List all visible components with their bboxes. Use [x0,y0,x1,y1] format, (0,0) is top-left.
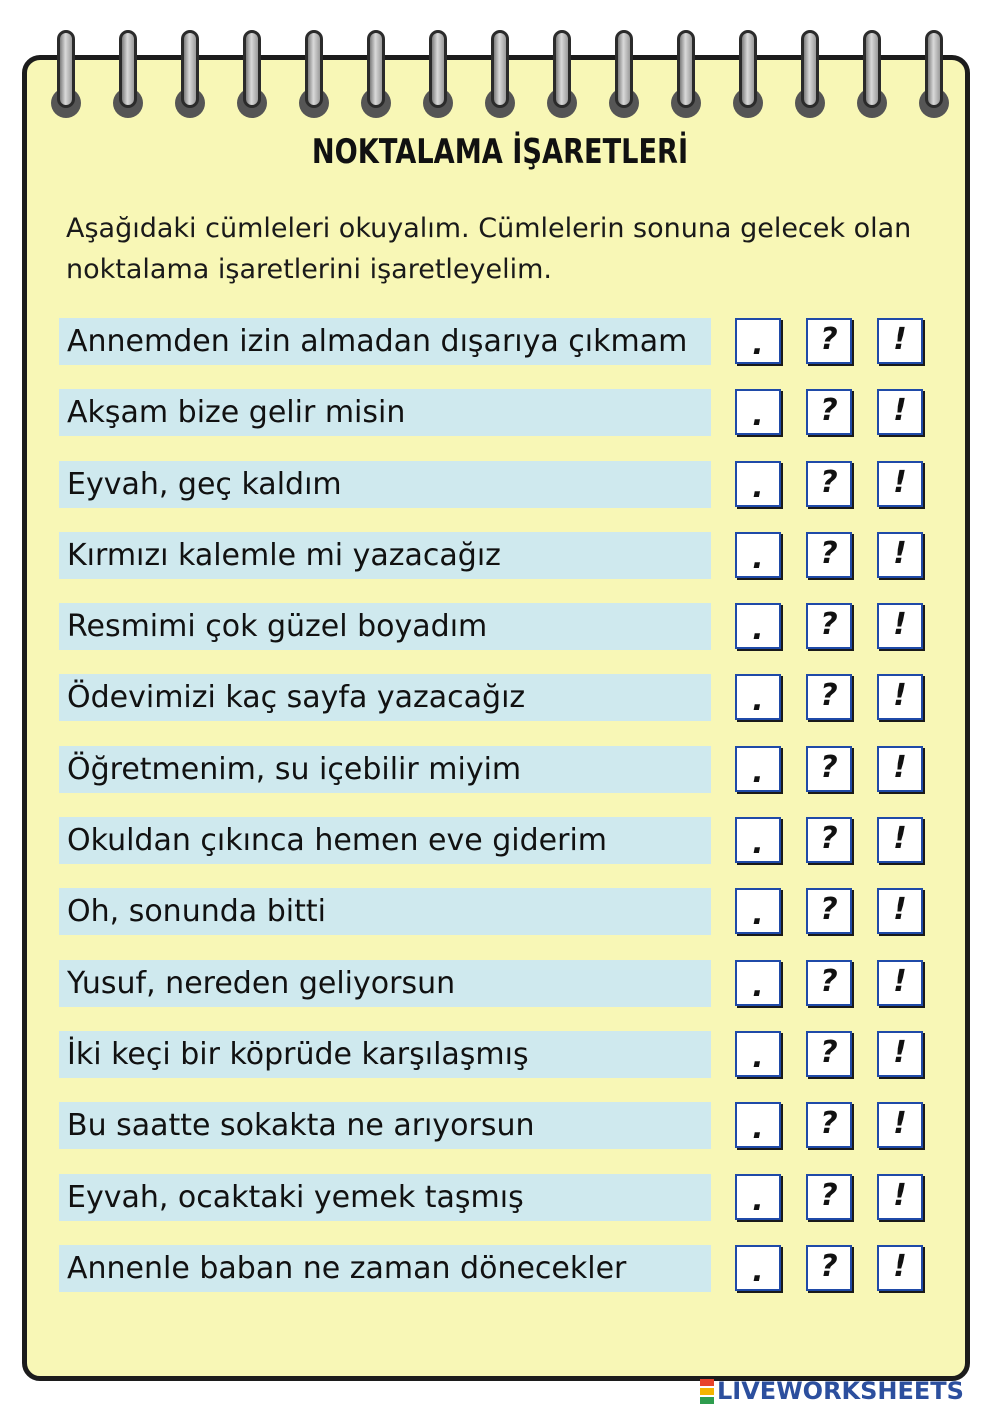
question-mark-option[interactable]: ? [806,603,852,649]
sentence-text: Annenle baban ne zaman dönecekler [59,1245,711,1292]
exclamation-option[interactable]: ! [877,318,923,364]
period-option[interactable]: . [735,1031,781,1077]
question-mark-option[interactable]: ? [806,1102,852,1148]
sentence-text: Kırmızı kalemle mi yazacağız [59,532,711,579]
sentence-text: Ödevimizi kaç sayfa yazacağız [59,674,711,721]
page-title: NOKTALAMA İŞARETLERİ [311,132,689,172]
question-mark-option[interactable]: ? [806,461,852,507]
spiral-ring-icon [117,30,139,125]
question-row [59,532,929,579]
sentence-text: Annemden izin almadan dışarıya çıkmam [59,318,711,365]
sentence-text: Yusuf, nereden geliyorsun [59,960,711,1007]
period-option[interactable]: . [735,318,781,364]
spiral-ring-icon [613,30,635,125]
question-row [59,1031,929,1078]
period-option[interactable]: . [735,532,781,578]
question-row [59,389,929,436]
spiral-ring-icon [861,30,883,125]
question-row [59,888,929,935]
spiral-ring-icon [923,30,945,125]
brand-name: LIVEWORKSHEETS [717,1377,964,1405]
exclamation-option[interactable]: ! [877,532,923,578]
question-row [59,1245,929,1292]
spiral-ring-icon [365,30,387,125]
question-row [59,817,929,864]
exclamation-option[interactable]: ! [877,817,923,863]
spiral-ring-icon [489,30,511,125]
question-mark-option[interactable]: ? [806,888,852,934]
question-mark-option[interactable]: ? [806,674,852,720]
question-row [59,1174,929,1221]
period-option[interactable]: . [735,603,781,649]
question-mark-option[interactable]: ? [806,746,852,792]
exclamation-option[interactable]: ! [877,674,923,720]
instructions: Aşağıdaki cümleleri okuyalım. Cümlelerin sonuna gelecek olan noktalama işaretlerini işaretleyelim. [66,213,912,285]
spiral-ring-icon [55,30,77,125]
sentence-text: Bu saatte sokakta ne arıyorsun [59,1102,711,1149]
spiral-ring-icon [675,30,697,125]
period-option[interactable]: . [735,389,781,435]
spiral-ring-icon [303,30,325,125]
period-option[interactable]: . [735,888,781,934]
period-option[interactable]: . [735,746,781,792]
question-mark-option[interactable]: ? [806,960,852,1006]
exclamation-option[interactable]: ! [877,1174,923,1220]
exclamation-option[interactable]: ! [877,888,923,934]
sentence-text: Oh, sonunda bitti [59,888,711,935]
exclamation-option[interactable]: ! [877,1031,923,1077]
spiral-ring-icon [551,30,573,125]
sentence-text: Akşam bize gelir misin [59,389,711,436]
sentence-text: Eyvah, geç kaldım [59,461,711,508]
spiral-ring-icon [799,30,821,125]
question-row [59,960,929,1007]
question-mark-option[interactable]: ? [806,1031,852,1077]
question-mark-option[interactable]: ? [806,389,852,435]
question-mark-option[interactable]: ? [806,817,852,863]
exclamation-option[interactable]: ! [877,1102,923,1148]
liveworksheets-logo-icon [700,1378,714,1405]
sentence-text: Eyvah, ocaktaki yemek taşmış [59,1174,711,1221]
question-row [59,461,929,508]
footer-brand [700,1376,964,1406]
sentence-text: İki keçi bir köprüde karşılaşmış [59,1031,711,1078]
period-option[interactable]: . [735,817,781,863]
question-mark-option[interactable]: ? [806,318,852,364]
exclamation-option[interactable]: ! [877,960,923,1006]
sentence-text: Okuldan çıkınca hemen eve giderim [59,817,711,864]
exclamation-option[interactable]: ! [877,746,923,792]
period-option[interactable]: . [735,1245,781,1291]
exclamation-option[interactable]: ! [877,603,923,649]
question-row [59,746,929,793]
question-mark-option[interactable]: ? [806,1174,852,1220]
period-option[interactable]: . [735,1102,781,1148]
spiral-binding [0,30,1000,125]
question-row [59,318,929,365]
period-option[interactable]: . [735,1174,781,1220]
sentence-text: Resmimi çok güzel boyadım [59,603,711,650]
exclamation-option[interactable]: ! [877,461,923,507]
spiral-ring-icon [427,30,449,125]
period-option[interactable]: . [735,461,781,507]
period-option[interactable]: . [735,960,781,1006]
question-row [59,1102,929,1149]
spiral-ring-icon [737,30,759,125]
exclamation-option[interactable]: ! [877,389,923,435]
period-option[interactable]: . [735,674,781,720]
sentence-text: Öğretmenim, su içebilir miyim [59,746,711,793]
question-mark-option[interactable]: ? [806,1245,852,1291]
question-list [59,318,929,1316]
spiral-ring-icon [179,30,201,125]
exclamation-option[interactable]: ! [877,1245,923,1291]
question-mark-option[interactable]: ? [806,532,852,578]
spiral-ring-icon [241,30,263,125]
question-row [59,674,929,721]
question-row [59,603,929,650]
